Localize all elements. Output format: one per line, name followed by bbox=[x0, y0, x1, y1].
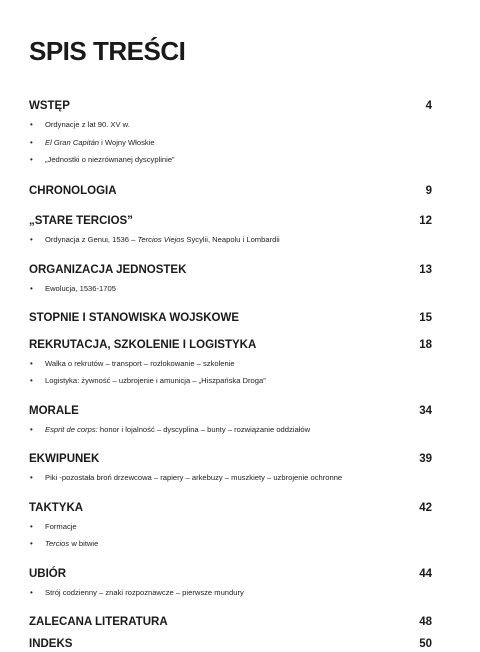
toc-subitem-text: Tercios bbox=[45, 539, 70, 548]
toc-subitem-text: honor i lojalność – dyscyplina – bunty – rozwiązanie oddziałów bbox=[97, 424, 311, 434]
toc-page-number: 4 bbox=[425, 100, 432, 112]
toc-page-number: 12 bbox=[419, 214, 432, 227]
toc-section bbox=[29, 213, 432, 249]
toc-section bbox=[29, 566, 432, 602]
toc-heading bbox=[29, 337, 432, 353]
bullet-icon: • bbox=[30, 358, 33, 368]
toc-subitem bbox=[29, 518, 432, 536]
toc-subitem bbox=[29, 421, 432, 439]
toc-page-number: 39 bbox=[419, 453, 432, 465]
toc-subitem-text: Esprit de corps: bbox=[45, 424, 98, 434]
toc-heading-label: CHRONOLOGIA bbox=[29, 184, 117, 197]
toc-subitem-text: Formacje bbox=[45, 521, 77, 531]
toc-heading-label: ORGANIZACJA JEDNOSTEK bbox=[29, 264, 187, 276]
toc-subitem-text: Piki -pozostała broń drzewcowa – rapiery – arkebuzy – muszkiety – uzbrojenie ochronne bbox=[45, 473, 343, 482]
toc-section bbox=[29, 403, 432, 439]
toc-page-number: 48 bbox=[419, 616, 432, 628]
toc-subitem-text: Strój codzienny – znaki rozpoznawcze – pierwsze mundury bbox=[45, 587, 244, 597]
bullet-icon: • bbox=[30, 539, 33, 548]
toc-section bbox=[29, 337, 432, 390]
toc-section bbox=[29, 262, 432, 298]
bullet-icon: • bbox=[30, 376, 33, 385]
toc-subitems bbox=[29, 231, 432, 249]
toc-heading-label: REKRUTACJA, SZKOLENIE I LOGISTYKA bbox=[29, 338, 257, 351]
toc-subitem-text: Ordynacje z lat 90. XV w. bbox=[45, 120, 130, 129]
toc-heading bbox=[29, 403, 432, 419]
bullet-icon: • bbox=[30, 473, 33, 482]
toc-heading-label: ZALECANA LITERATURA bbox=[29, 616, 168, 628]
toc-heading-label: TAKTYKA bbox=[29, 501, 84, 514]
bullet-icon: • bbox=[30, 137, 33, 147]
toc-section bbox=[29, 98, 432, 169]
toc-subitem-text: „Jednostki o niezrównanej dyscyplinie” bbox=[45, 155, 175, 164]
toc-heading bbox=[29, 566, 432, 582]
toc-heading-label: UBIÓR bbox=[29, 567, 67, 580]
toc-subitems bbox=[29, 355, 432, 390]
bullet-icon: • bbox=[30, 587, 33, 597]
toc-heading bbox=[29, 310, 432, 326]
toc-page-number: 44 bbox=[419, 567, 432, 580]
toc-subitem-text: Sycylii, Neapolu i Lombardii bbox=[184, 234, 280, 244]
toc-heading-label: STOPNIE I STANOWISKA WOJSKOWE bbox=[29, 311, 239, 324]
toc-subitem-text: Ordynacja z Genui, 1536 – bbox=[45, 234, 138, 244]
toc-subitem bbox=[29, 584, 432, 602]
toc-page-number: 42 bbox=[419, 501, 432, 514]
toc-subitems bbox=[29, 584, 432, 602]
bullet-icon: • bbox=[30, 234, 33, 244]
toc-subitem-text: Tercios Viejos bbox=[137, 234, 185, 244]
toc-page-number: 18 bbox=[419, 338, 432, 351]
toc-subitem-text: El Gran Capitán bbox=[45, 137, 100, 147]
toc-subitem bbox=[29, 231, 432, 249]
toc-section bbox=[29, 500, 432, 553]
toc-subitem-text: w bitwie bbox=[69, 539, 99, 548]
toc-heading bbox=[29, 500, 432, 516]
toc-section bbox=[29, 636, 432, 652]
toc-heading bbox=[29, 451, 432, 467]
toc-section bbox=[29, 310, 432, 326]
toc-subitem bbox=[29, 116, 432, 134]
toc-heading bbox=[29, 213, 432, 229]
bullet-icon: • bbox=[30, 521, 33, 531]
toc-subitem bbox=[29, 535, 432, 553]
toc-subitem bbox=[29, 372, 432, 390]
toc-heading bbox=[29, 183, 432, 199]
toc-heading-label: „STARE TERCIOS” bbox=[29, 214, 133, 227]
toc-heading bbox=[29, 614, 432, 630]
toc-page-number: 50 bbox=[419, 638, 432, 650]
toc-subitems bbox=[29, 421, 432, 439]
toc-subitems bbox=[29, 469, 432, 487]
toc-heading-label: INDEKS bbox=[29, 638, 73, 650]
toc-page-number: 15 bbox=[419, 311, 432, 324]
toc-heading bbox=[29, 262, 432, 278]
toc-subitem-text: i Wojny Włoskie bbox=[99, 137, 155, 147]
toc-subitem-text: Ewolucja, 1536-1705 bbox=[45, 284, 116, 293]
toc-subitem bbox=[29, 280, 432, 298]
toc-heading-label: EKWIPUNEK bbox=[29, 453, 100, 465]
toc-page-number: 13 bbox=[419, 264, 432, 276]
toc-heading-label: MORALE bbox=[29, 404, 79, 417]
toc-page-number: 9 bbox=[425, 184, 432, 197]
toc-section bbox=[29, 614, 432, 630]
bullet-icon: • bbox=[30, 284, 33, 293]
toc-heading bbox=[29, 636, 432, 652]
bullet-icon: • bbox=[30, 120, 33, 129]
table-of-contents bbox=[29, 86, 432, 652]
toc-subitem bbox=[29, 151, 432, 169]
toc-subitem bbox=[29, 355, 432, 373]
page-title: SPIS TREŚCI bbox=[29, 36, 186, 66]
toc-section bbox=[29, 451, 432, 487]
toc-subitems bbox=[29, 518, 432, 553]
toc-heading-label: WSTĘP bbox=[29, 100, 70, 112]
toc-subitem-text: Logistyka: żywność – uzbrojenie i amunicja – „Hiszpańska Droga” bbox=[45, 376, 266, 385]
toc-subitems bbox=[29, 116, 432, 169]
bullet-icon: • bbox=[30, 424, 33, 434]
toc-subitem bbox=[29, 134, 432, 152]
toc-subitem bbox=[29, 469, 432, 487]
toc-section bbox=[29, 183, 432, 199]
bullet-icon: • bbox=[30, 155, 33, 164]
toc-heading bbox=[29, 98, 432, 114]
toc-subitem-text: Walka o rekrutów – transport – rozlokowanie – szkolenie bbox=[45, 358, 235, 368]
toc-subitems bbox=[29, 280, 432, 298]
toc-page-number: 34 bbox=[419, 404, 432, 417]
